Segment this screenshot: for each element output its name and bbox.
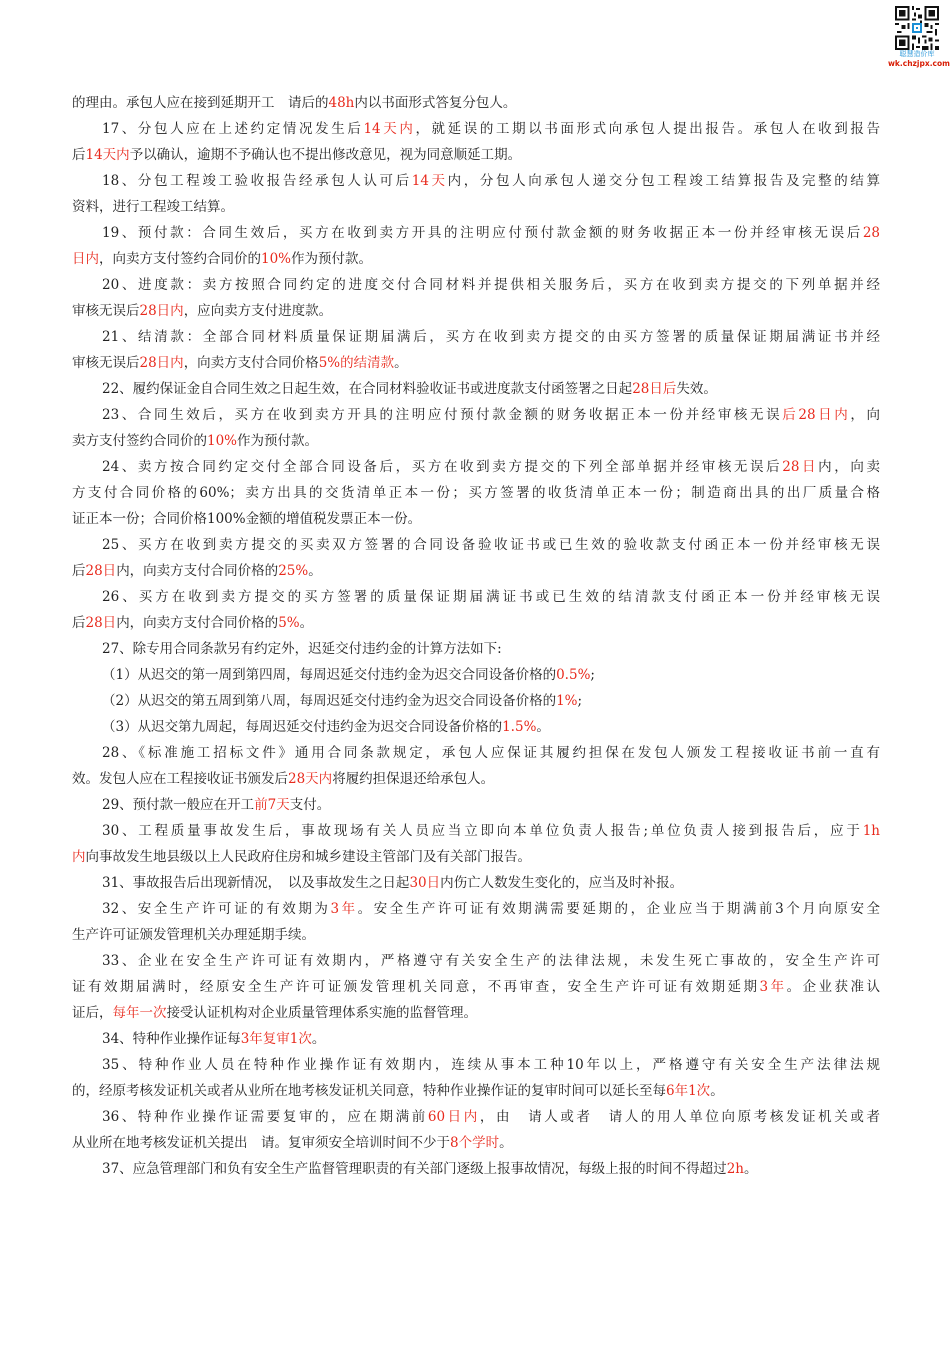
highlighted-text: 前7天 [254, 797, 290, 813]
text-run: 证有效期届满时，经原安全生产许可证颁发管理机关同意，不再审查，安全生产许可证有效期延期 [72, 979, 760, 995]
text-run: 方支付合同价格的60%；卖方出具的交货清单正本一份；买方签署的收货清单正本一份；制造商出具的出厂质量合格 [72, 485, 880, 501]
highlighted-text: 5%的结清款 [318, 355, 395, 371]
text-line [72, 974, 880, 1000]
text-run: 20、进度款：卖方按照合同约定的进度交付合同材料并提供相关服务后，买方在收到卖方提交的下列单据并经 [102, 277, 880, 293]
text-run: 。 [308, 563, 322, 579]
text-run: ; [577, 693, 583, 709]
text-run: 审核无误后 [72, 355, 140, 371]
text-run: 资料，进行工程竣工结算。 [72, 199, 234, 215]
text-line [72, 402, 880, 428]
text-line [72, 688, 880, 714]
highlighted-text: 28日 [782, 459, 819, 475]
text-run: 27、除专用合同条款另有约定外，迟延交付违约金的计算方法如下: [102, 641, 502, 657]
highlighted-text: 后28日内 [782, 407, 851, 423]
highlighted-text: 2h [726, 1161, 744, 1177]
text-run: ，向 [850, 407, 880, 423]
text-run: 21、结清款：全部合同材料质量保证期届满后，买方在收到卖方提交的由买方签署的质量保证期届满证书并经 [102, 329, 880, 345]
text-line [72, 324, 880, 350]
text-run: 接受认证机构对企业质量管理体系实施的监督管理。 [166, 1005, 477, 1021]
text-run: 内伤亡人数发生变化的，应当及时补报。 [440, 875, 684, 891]
highlighted-text: 8个学时 [450, 1135, 500, 1151]
text-run: 证后， [72, 1005, 113, 1021]
text-run: 19、预付款：合同生效后，买方在收到卖方开具的注明应付预付款金额的财务收据正本一份并经审核无误后 [102, 225, 863, 241]
text-line [72, 870, 880, 896]
text-run: 32、安全生产许可证的有效期为 [102, 901, 331, 917]
text-run: 内，向卖方支付合同价格的 [116, 615, 279, 631]
text-run: 。 [710, 1083, 724, 1099]
text-line [72, 90, 880, 116]
text-run: 25、买方在收到卖方提交的买卖双方签署的合同设备验收证书或已生效的验收款支付函正本一份并经审核无误 [102, 537, 880, 553]
text-line [72, 480, 880, 506]
text-run: ，向卖方支付签约合同价的 [99, 251, 261, 267]
text-run: 内以书面形式答复分包人。 [354, 95, 517, 111]
text-line [72, 350, 880, 376]
text-run: 。 [536, 719, 550, 735]
qr-code-icon [895, 6, 939, 50]
text-line [72, 844, 880, 870]
highlighted-text: 3年 [330, 901, 358, 917]
text-line [72, 922, 880, 948]
text-run: 。 [299, 615, 314, 631]
highlighted-text: 28 [862, 225, 880, 241]
text-run: 34、特种作业操作证每 [102, 1031, 241, 1047]
text-line [72, 246, 880, 272]
highlighted-text: 28日 [85, 563, 117, 579]
text-line [72, 1156, 880, 1182]
text-run: ，就延误的工期以书面形式向承包人提出报告。承包人在收到报告 [415, 121, 880, 137]
text-run: 后 [72, 615, 86, 631]
highlighted-text: 28天内 [288, 771, 333, 787]
text-line [72, 220, 880, 246]
text-line [72, 662, 880, 688]
text-line [72, 454, 880, 480]
text-run: 29、预付款一般应在开工 [102, 797, 255, 813]
highlighted-text: 14天内 [85, 147, 130, 163]
text-line [72, 792, 880, 818]
text-run: 。 [394, 355, 408, 371]
highlighted-text: 14天 [411, 173, 448, 189]
text-line [72, 168, 880, 194]
text-run: （3）从迟交第九周起，每周迟延交付违约金为迟交合同设备价格的 [102, 719, 503, 735]
text-run: 。企业获准认 [786, 979, 880, 995]
text-run: 37、应急管理部门和负有安全生产监督管理职责的有关部门逐级上报事故情况，每级上报的时间不得超过 [102, 1161, 727, 1177]
text-run: 28、《标准施工招标文件》通用合同条款规定，承包人应保证其履约担保在发包人颁发工程接收证书前一直有 [102, 745, 880, 761]
text-run: 的理由。承包人应在接到延期开工 请后的 [72, 95, 329, 111]
text-run: 22、履约保证金自合同生效之日起生效，在合同材料验收证书或进度款支付函签署之日起 [102, 381, 633, 397]
text-line [72, 428, 880, 454]
text-run: 17、分包人应在上述约定情况发生后 [102, 121, 364, 137]
highlighted-text: 3年 [759, 979, 787, 995]
text-run: 将履约担保退还给承包人。 [332, 771, 495, 787]
text-line [72, 558, 880, 584]
highlighted-text: 1.5% [502, 719, 537, 735]
text-run: ，向卖方支付合同价格 [183, 355, 319, 371]
text-run: 31、事故报告后出现新情况， 以及事故发生之日起 [102, 875, 410, 891]
text-run: 的，经原考核发证机关或者从业所在地考核发证机关同意，特种作业操作证的复审时间可以延长至每 [72, 1083, 666, 1099]
text-run: ，应向卖方支付进度款。 [183, 303, 333, 319]
highlighted-text: 25% [278, 563, 309, 579]
text-line [72, 584, 880, 610]
text-run: 23、合同生效后，买方在收到卖方开具的注明应付预付款金额的财务收据正本一份并经审核无误 [102, 407, 783, 423]
text-run: 后 [72, 147, 86, 163]
highlighted-text: 日内 [72, 251, 99, 267]
highlighted-text: 28日后 [632, 381, 677, 397]
text-line [72, 636, 880, 662]
text-line [72, 714, 880, 740]
text-line [72, 1104, 880, 1130]
text-run: 予以确认，逾期不予确认也不提出修改意见，视为同意顺延工期。 [129, 147, 522, 163]
text-line [72, 1000, 880, 1026]
text-run: 。安全生产许可证有效期满需要延期的，企业应当于期满前3个月向原安全 [357, 901, 880, 917]
text-run: 失效。 [676, 381, 717, 397]
highlighted-text: 1% [556, 693, 578, 709]
text-run: （1）从迟交的第一周到第四周，每周迟延交付违约金为迟交合同设备价格的 [102, 667, 557, 683]
qr-logo-block[interactable] [888, 6, 950, 68]
text-run: 后 [72, 563, 86, 579]
text-line [72, 506, 880, 532]
text-run: 24、卖方按合同约定交付全部合同设备后，买方在收到卖方提交的下列全部单据并经审核无误后 [102, 459, 783, 475]
highlighted-text: 48h [328, 95, 355, 111]
text-line [72, 610, 880, 636]
text-line [72, 766, 880, 792]
highlighted-text: 28日内 [139, 355, 184, 371]
text-run: ，由 请人或者 请人的用人单位向原考核发证机关或者 [479, 1109, 880, 1125]
text-run: 卖方支付签约合同价的 [72, 433, 207, 449]
text-run: 效。发包人应在工程接收证书颁发后 [72, 771, 288, 787]
text-line [72, 1026, 880, 1052]
text-line [72, 376, 880, 402]
text-run: 支付。 [289, 797, 331, 813]
text-line [72, 116, 880, 142]
text-run: 26、买方在收到卖方提交的买方签署的质量保证期届满证书或已生效的结清款支付函正本一份并经审核无误 [102, 589, 880, 605]
text-run: （2）从迟交的第五周到第八周，每周迟延交付违约金为迟交合同设备价格的 [102, 693, 557, 709]
text-run: 内，向卖方支付合同价格的 [116, 563, 279, 579]
text-line [72, 532, 880, 558]
highlighted-text: 10% [207, 433, 238, 449]
text-line [72, 272, 880, 298]
text-run: 。 [743, 1161, 758, 1177]
text-line [72, 896, 880, 922]
highlighted-text: 内 [72, 849, 86, 865]
text-run: 。 [499, 1135, 513, 1151]
text-line [72, 818, 880, 844]
highlighted-text: 14天内 [363, 121, 416, 137]
highlighted-text: 0.5% [556, 667, 591, 683]
text-run: 生产许可证颁发管理机关办理延期手续。 [72, 927, 315, 943]
highlighted-text: 1h [862, 823, 880, 839]
text-line [72, 298, 880, 324]
text-line [72, 1052, 880, 1078]
highlighted-text: 28日内 [139, 303, 184, 319]
text-run: 证正本一份；合同价格100%金额的增值税发票正本一份。 [72, 511, 422, 527]
text-run: 30、工程质量事故发生后，事故现场有关人员应当立即向本单位负责人报告;单位负责人接到报告后，应于 [102, 823, 863, 839]
text-run: 从业所在地考核发证机关提出 请。复审须安全培训时间不少于 [72, 1135, 450, 1151]
text-line [72, 1130, 880, 1156]
text-run: 内，向卖 [818, 459, 880, 475]
text-run: 33、企业在安全生产许可证有效期内，严格遵守有关安全生产的法律法规，未发生死亡事故的，安全生产许可 [102, 953, 880, 969]
text-line [72, 142, 880, 168]
text-run: 作为预付款。 [237, 433, 319, 449]
highlighted-text: 每年一次 [112, 1005, 167, 1021]
text-line [72, 194, 880, 220]
text-run: 36、特种作业操作证需要复审的，应在期满前 [102, 1109, 428, 1125]
highlighted-text: 6年1次 [666, 1083, 711, 1099]
brand-domain[interactable]: wk.chzjpx.com [888, 59, 950, 68]
brand-name: 聪慧造价库 [899, 50, 935, 58]
text-run: 向事故发生地县级以上人民政府住房和城乡建设主管部门及有关部门报告。 [85, 849, 531, 865]
highlighted-text: 3年复审1次 [240, 1031, 312, 1047]
text-run: 内，分包人向承包人递交分包工程竣工结算报告及完整的结算 [447, 173, 880, 189]
highlighted-text: 30日 [409, 875, 441, 891]
highlighted-text: 28日 [85, 615, 117, 631]
text-line [72, 1078, 880, 1104]
highlighted-text: 60日内 [427, 1109, 480, 1125]
text-line [72, 740, 880, 766]
highlighted-text: 10% [261, 251, 292, 267]
text-run: 审核无误后 [72, 303, 140, 319]
text-run: ; [590, 667, 595, 683]
highlighted-text: 5% [278, 615, 300, 631]
text-run: 35、特种作业人员在特种作业操作证有效期内，连续从事本工种10年以上，严格遵守有关安全生产法律法规 [102, 1057, 880, 1073]
text-run: 。 [311, 1031, 326, 1047]
text-run: 18、分包工程竣工验收报告经承包人认可后 [102, 173, 412, 189]
text-run: 作为预付款。 [291, 251, 373, 267]
text-line [72, 948, 880, 974]
